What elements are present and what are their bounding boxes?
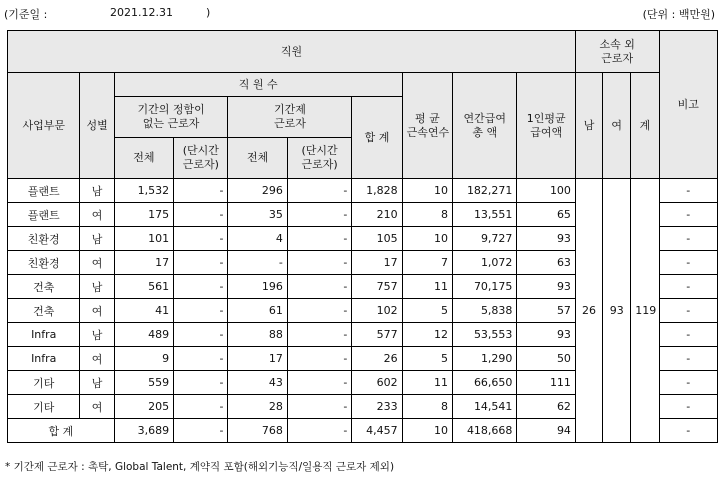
avg-pay-cell: 93 xyxy=(517,275,576,299)
remarks-cell: - xyxy=(659,179,717,203)
payroll-cell: 53,553 xyxy=(453,323,517,347)
total-avg-pay-cell: 94 xyxy=(517,419,576,443)
indefinite-all-header: 전체 xyxy=(114,138,173,179)
tenure-cell: 8 xyxy=(402,395,452,419)
gender-cell: 여 xyxy=(80,251,114,275)
remarks-header: 비고 xyxy=(659,31,717,179)
total-indefinite-parttime-cell: - xyxy=(174,419,228,443)
tenure-cell: 11 xyxy=(402,275,452,299)
division-cell: Infra xyxy=(8,323,80,347)
tenure-cell: 5 xyxy=(402,299,452,323)
total-cell: 102 xyxy=(352,299,402,323)
indefinite-parttime-cell: - xyxy=(174,203,228,227)
fixed-parttime-cell: - xyxy=(287,299,351,323)
report-header xyxy=(4,6,719,22)
employees-header: 직원 xyxy=(8,31,576,73)
fixed-parttime-cell: - xyxy=(287,179,351,203)
remarks-cell: - xyxy=(659,275,717,299)
indefinite-parttime-cell: - xyxy=(174,251,228,275)
avg-pay-cell: 65 xyxy=(517,203,576,227)
gender-cell: 여 xyxy=(80,299,114,323)
affiliated-header: 소속 외 근로자 xyxy=(575,31,659,73)
gender-cell: 여 xyxy=(80,203,114,227)
total-remarks-cell: - xyxy=(659,419,717,443)
affiliated-male-header: 남 xyxy=(575,73,602,179)
total-cell: 233 xyxy=(352,395,402,419)
fixed-term-header: 기간제 근로자 xyxy=(228,97,352,138)
total-indefinite-cell: 3,689 xyxy=(114,419,173,443)
affiliated-female-cell: 93 xyxy=(603,179,631,443)
remarks-cell: - xyxy=(659,299,717,323)
division-cell: 친환경 xyxy=(8,251,80,275)
fixed-total-cell: 61 xyxy=(228,299,287,323)
indefinite-total-cell: 559 xyxy=(114,371,173,395)
avg-pay-cell: 93 xyxy=(517,323,576,347)
total-cell: 26 xyxy=(352,347,402,371)
avg-pay-cell: 57 xyxy=(517,299,576,323)
grand-total-cell: 4,457 xyxy=(352,419,402,443)
indefinite-total-cell: 17 xyxy=(114,251,173,275)
indefinite-total-cell: 561 xyxy=(114,275,173,299)
payroll-header: 연간급여 총 액 xyxy=(453,73,517,179)
fixed-all-header: 전체 xyxy=(228,138,287,179)
division-cell: Infra xyxy=(8,347,80,371)
gender-header: 성별 xyxy=(80,73,114,179)
remarks-cell: - xyxy=(659,251,717,275)
total-cell: 602 xyxy=(352,371,402,395)
gender-cell: 남 xyxy=(80,179,114,203)
division-header: 사업부문 xyxy=(8,73,80,179)
remarks-cell: - xyxy=(659,323,717,347)
fixed-total-cell: 28 xyxy=(228,395,287,419)
fixed-parttime-header: (단시간 근로자) xyxy=(287,138,351,179)
payroll-cell: 14,541 xyxy=(453,395,517,419)
indefinite-total-cell: 101 xyxy=(114,227,173,251)
division-cell: 건축 xyxy=(8,275,80,299)
total-tenure-cell: 10 xyxy=(402,419,452,443)
tenure-cell: 5 xyxy=(402,347,452,371)
tenure-cell: 10 xyxy=(402,179,452,203)
fixed-parttime-cell: - xyxy=(287,203,351,227)
total-row-label: 합 계 xyxy=(8,419,115,443)
total-cell: 577 xyxy=(352,323,402,347)
fixed-parttime-cell: - xyxy=(287,227,351,251)
indefinite-parttime-cell: - xyxy=(174,371,228,395)
division-cell: 건축 xyxy=(8,299,80,323)
tenure-cell: 12 xyxy=(402,323,452,347)
remarks-cell: - xyxy=(659,347,717,371)
fixed-total-cell: 43 xyxy=(228,371,287,395)
base-date-label: (기준일 : xyxy=(4,8,48,21)
payroll-cell: 1,290 xyxy=(453,347,517,371)
gender-cell: 남 xyxy=(80,323,114,347)
footnote: * 기간제 근로자 : 촉탁, Global Talent, 계약직 포함(해외기능직/일용직 근로자 제외) xyxy=(5,461,395,473)
table-row xyxy=(8,179,718,203)
division-cell: 플랜트 xyxy=(8,179,80,203)
indefinite-parttime-header: (단시간 근로자) xyxy=(174,138,228,179)
fixed-total-cell: 4 xyxy=(228,227,287,251)
gender-cell: 여 xyxy=(80,395,114,419)
avg-pay-cell: 50 xyxy=(517,347,576,371)
indefinite-total-cell: 9 xyxy=(114,347,173,371)
indefinite-parttime-cell: - xyxy=(174,323,228,347)
tenure-cell: 11 xyxy=(402,371,452,395)
gender-cell: 남 xyxy=(80,227,114,251)
payroll-cell: 70,175 xyxy=(453,275,517,299)
division-cell: 친환경 xyxy=(8,227,80,251)
indefinite-total-cell: 41 xyxy=(114,299,173,323)
tenure-cell: 10 xyxy=(402,227,452,251)
affiliated-male-cell: 26 xyxy=(575,179,602,443)
tenure-header: 평 균 근속연수 xyxy=(402,73,452,179)
remarks-cell: - xyxy=(659,227,717,251)
fixed-parttime-cell: - xyxy=(287,275,351,299)
payroll-cell: 1,072 xyxy=(453,251,517,275)
fixed-total-cell: 17 xyxy=(228,347,287,371)
fixed-total-cell: 35 xyxy=(228,203,287,227)
base-date-value: 2021.12.31 xyxy=(110,6,173,19)
indefinite-total-cell: 1,532 xyxy=(114,179,173,203)
total-cell: 105 xyxy=(352,227,402,251)
indefinite-parttime-cell: - xyxy=(174,299,228,323)
avg-pay-cell: 62 xyxy=(517,395,576,419)
affiliated-female-header: 여 xyxy=(603,73,631,179)
division-cell: 플랜트 xyxy=(8,203,80,227)
affiliated-sum-cell: 119 xyxy=(631,179,659,443)
fixed-parttime-cell: - xyxy=(287,347,351,371)
employee-table xyxy=(7,30,718,443)
remarks-cell: - xyxy=(659,395,717,419)
avg-pay-cell: 100 xyxy=(517,179,576,203)
total-payroll-cell: 418,668 xyxy=(453,419,517,443)
fixed-total-cell: 196 xyxy=(228,275,287,299)
affiliated-sum-header: 계 xyxy=(631,73,659,179)
avg-pay-cell: 63 xyxy=(517,251,576,275)
remarks-cell: - xyxy=(659,203,717,227)
payroll-cell: 66,650 xyxy=(453,371,517,395)
indefinite-parttime-cell: - xyxy=(174,347,228,371)
payroll-cell: 13,551 xyxy=(453,203,517,227)
total-cell: 757 xyxy=(352,275,402,299)
indefinite-parttime-cell: - xyxy=(174,179,228,203)
total-header: 합 계 xyxy=(352,97,402,179)
total-cell: 210 xyxy=(352,203,402,227)
indefinite-total-cell: 205 xyxy=(114,395,173,419)
indefinite-total-cell: 175 xyxy=(114,203,173,227)
payroll-cell: 9,727 xyxy=(453,227,517,251)
division-cell: 기타 xyxy=(8,395,80,419)
fixed-total-cell: 296 xyxy=(228,179,287,203)
gender-cell: 남 xyxy=(80,371,114,395)
total-fixed-parttime-cell: - xyxy=(287,419,351,443)
indefinite-parttime-cell: - xyxy=(174,275,228,299)
fixed-total-cell: 88 xyxy=(228,323,287,347)
gender-cell: 여 xyxy=(80,347,114,371)
avg-pay-header: 1인평균 급여액 xyxy=(517,73,576,179)
indefinite-parttime-cell: - xyxy=(174,227,228,251)
division-cell: 기타 xyxy=(8,371,80,395)
remarks-cell: - xyxy=(659,371,717,395)
indefinite-header: 기간의 정함이 없는 근로자 xyxy=(114,97,228,138)
gender-cell: 남 xyxy=(80,275,114,299)
payroll-cell: 5,838 xyxy=(453,299,517,323)
avg-pay-cell: 111 xyxy=(517,371,576,395)
indefinite-total-cell: 489 xyxy=(114,323,173,347)
payroll-cell: 182,271 xyxy=(453,179,517,203)
base-date-close: ) xyxy=(206,6,211,19)
fixed-parttime-cell: - xyxy=(287,371,351,395)
total-fixed-cell: 768 xyxy=(228,419,287,443)
fixed-parttime-cell: - xyxy=(287,323,351,347)
headcount-header: 직 원 수 xyxy=(114,73,402,97)
total-cell: 17 xyxy=(352,251,402,275)
fixed-total-cell: - xyxy=(228,251,287,275)
fixed-parttime-cell: - xyxy=(287,251,351,275)
avg-pay-cell: 93 xyxy=(517,227,576,251)
unit-label: (단위 : 백만원) xyxy=(642,8,715,21)
tenure-cell: 7 xyxy=(402,251,452,275)
fixed-parttime-cell: - xyxy=(287,395,351,419)
total-cell: 1,828 xyxy=(352,179,402,203)
indefinite-parttime-cell: - xyxy=(174,395,228,419)
tenure-cell: 8 xyxy=(402,203,452,227)
